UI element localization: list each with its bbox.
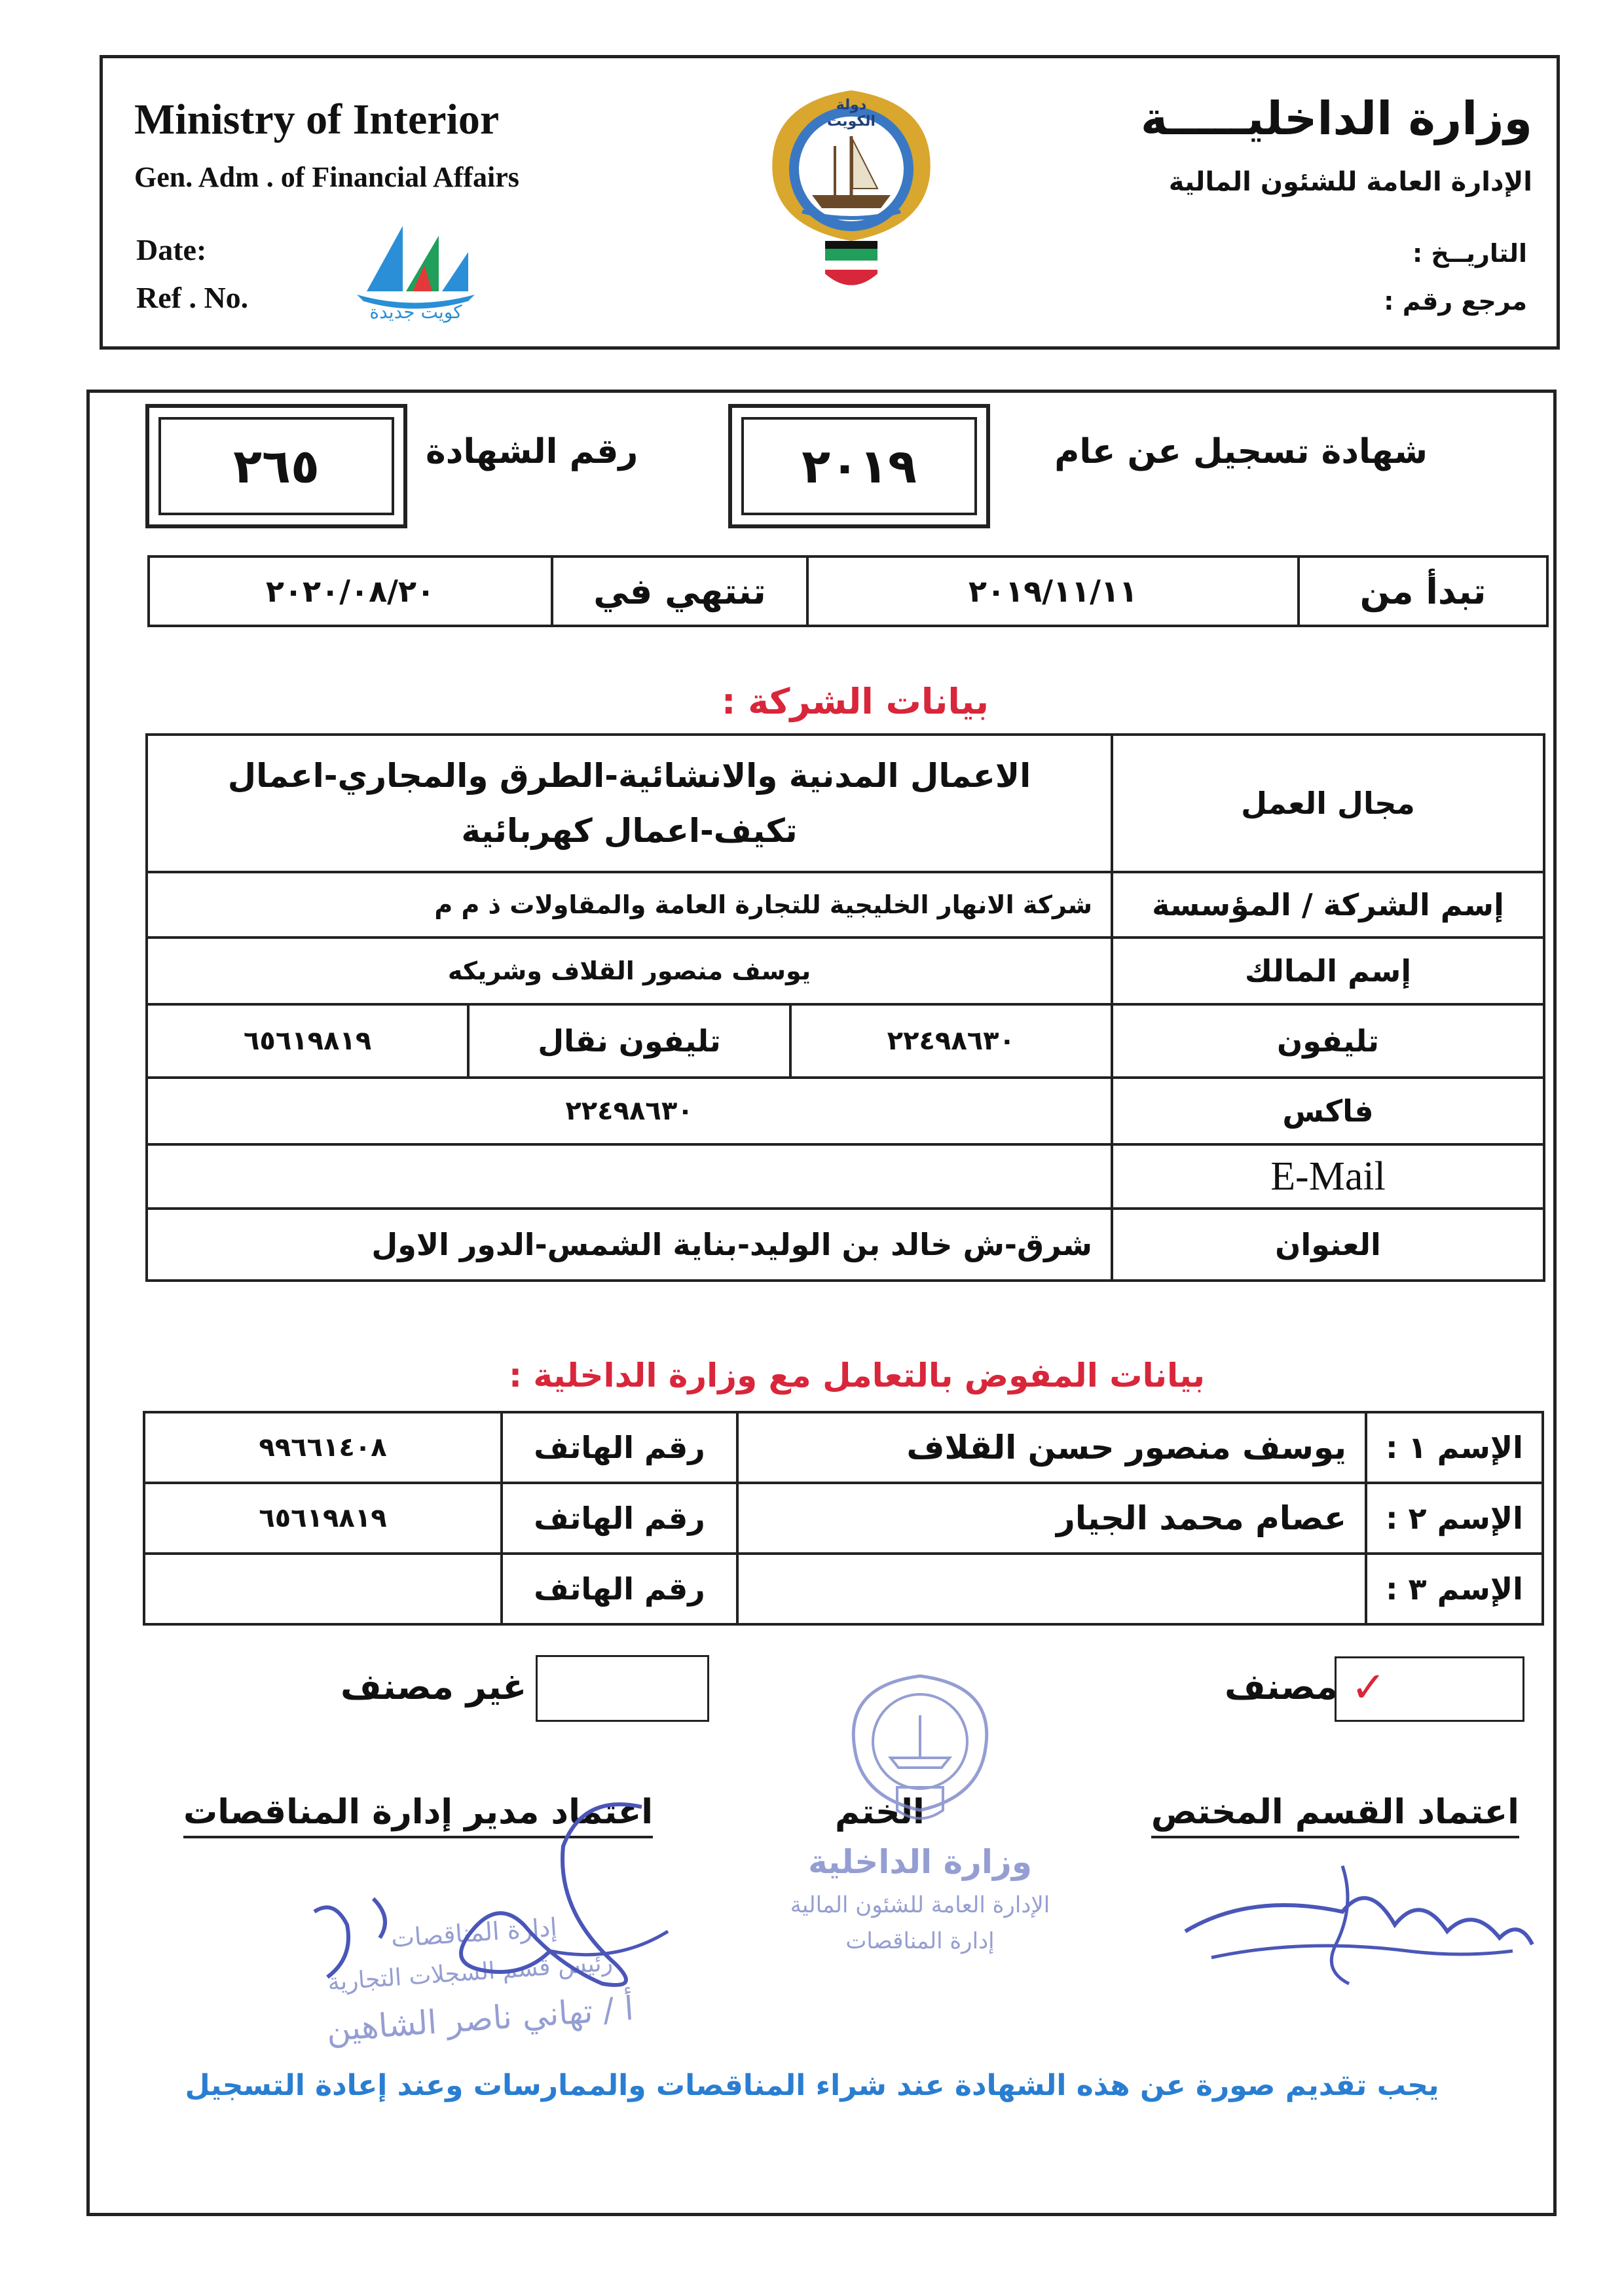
mobile-label: تليفون نقال [468,1004,790,1078]
email-label: E-Mail [1112,1144,1544,1209]
address-value: شرق-ش خالد بن الوليد-بناية الشمس-الدور الاول [147,1209,1112,1281]
ref-label-ar: مرجع رقم : [1384,287,1527,316]
address-label: العنوان [1112,1209,1544,1281]
phone-value: ٢٢٤٩٨٦٣٠ [790,1004,1112,1078]
company-name-label: إسم الشركة / المؤسسة [1112,872,1544,938]
ministry-name-en: Ministry of Interior [134,96,500,143]
delegate-2-label: الإسم ٢ : [1366,1483,1543,1554]
delegate-2-phone-label: رقم الهاتف [502,1483,737,1554]
director-signature [275,1768,694,2016]
classified-label: مصنف [1225,1666,1338,1707]
delegate-1-name: يوسف منصور حسن القلاف [737,1412,1366,1483]
unclassified-label: غير مصنف [341,1666,527,1707]
certificate-number: ٢٦٥ [233,439,320,494]
start-date: ٢٠١٩/١١/١١ [807,556,1299,626]
kuwait-emblem [753,77,950,306]
seal-label: الختم [835,1793,925,1832]
delegates-table [143,1411,1544,1626]
delegate-1-phone-label: رقم الهاتف [502,1412,737,1483]
delegate-2-phone: ٦٥٦١٩٨١٩ [144,1483,502,1554]
official-stamp [766,1660,1074,1967]
mobile-value: ٦٥٦١٩٨١٩ [147,1004,468,1078]
director-approval-label: اعتماد مدير إدارة المناقصات [183,1793,653,1838]
classified-checkbox[interactable] [1335,1656,1524,1722]
company-name-value: شركة الانهار الخليجية للتجارة العامة والمقاولات ذ م م [147,872,1112,938]
stamp-line-2: الإدارة العامة للشئون المالية [790,1892,1050,1918]
new-kuwait-logo [341,213,488,327]
classified-checkmark-icon: ✓ [1351,1664,1386,1712]
validity-table [147,555,1549,627]
delegate-1-label: الإسم ١ : [1366,1412,1543,1483]
director-stamp-line-3: أ / تهاني ناصر الشاهين [325,1989,635,2049]
stamp-line-3: إدارة المناقصات [845,1928,995,1954]
delegates-section-title: بيانات المفوض بالتعامل مع وزارة الداخلية : [508,1357,1205,1394]
department-name-en: Gen. Adm . of Financial Affairs [134,161,519,193]
fax-value: ٢٢٤٩٨٦٣٠ [147,1078,1112,1144]
department-signature [1172,1853,1539,1997]
delegate-row [144,1412,1543,1483]
delegate-3-label: الإسم ٣ : [1366,1554,1543,1624]
new-kuwait-logo-text: كويت جديدة [369,301,462,323]
department-name-ar: الإدارة العامة للشئون المالية [1168,167,1532,197]
email-value [147,1144,1112,1209]
certificate-year: ٢٠١٩ [802,439,917,494]
start-label: تبدأ من [1299,556,1547,626]
delegate-row [144,1483,1543,1554]
delegate-2-name: عصام محمد الجيار [737,1483,1366,1554]
footer-note: يجب تقديم صورة عن هذه الشهادة عند شراء المناقصات والممارسات وعند إعادة التسجيل [185,2069,1439,2102]
field-value-line2: تكيف-اعمال كهربائية [461,812,798,850]
delegate-3-phone-label: رقم الهاتف [502,1554,737,1624]
owner-value: يوسف منصور القلاف وشريكه [147,938,1112,1004]
owner-label: إسم المالك [1112,938,1544,1004]
certificate-number-label: رقم الشهادة [426,432,638,471]
certificate-title: شهادة تسجيل عن عام [1054,432,1428,471]
delegate-row [144,1554,1543,1624]
ministry-name-ar: وزارة الداخليـــــة [1140,92,1532,145]
date-label-ar: التاريــخ : [1412,239,1527,268]
unclassified-checkbox[interactable] [536,1655,709,1722]
stamp-line-1: وزارة الداخلية [808,1843,1032,1881]
certificate-number-box [145,404,407,528]
ref-label-en: Ref . No. [136,281,249,314]
field-value [147,735,1112,872]
date-label-en: Date: [136,233,207,266]
emblem-text: دولة الكويت [827,97,876,130]
field-value-line1: الاعمال المدنية والانشائية-الطرق والمجاري-اعمال [227,757,1031,795]
delegate-1-phone: ٩٩٦٦١٤٠٨ [144,1412,502,1483]
delegate-3-phone [144,1554,502,1624]
fax-label: فاكس [1112,1078,1544,1144]
dept-approval-label: اعتماد القسم المختص [1151,1793,1519,1838]
director-stamp-line-2: رئيس قسم السجلات التجارية [327,1949,614,1996]
certificate-year-box [728,404,990,528]
director-stamp-line-1: إدارة المناقصات [390,1912,559,1954]
delegate-3-name [737,1554,1366,1624]
company-section-title: بيانات الشركة : [721,681,989,722]
end-date: ٢٠٢٠/٠٨/٢٠ [149,556,552,626]
end-label: تنتهي في [552,556,807,626]
company-table [145,733,1545,1282]
field-label: مجال العمل [1112,735,1544,872]
phone-label: تليفون [1112,1004,1544,1078]
